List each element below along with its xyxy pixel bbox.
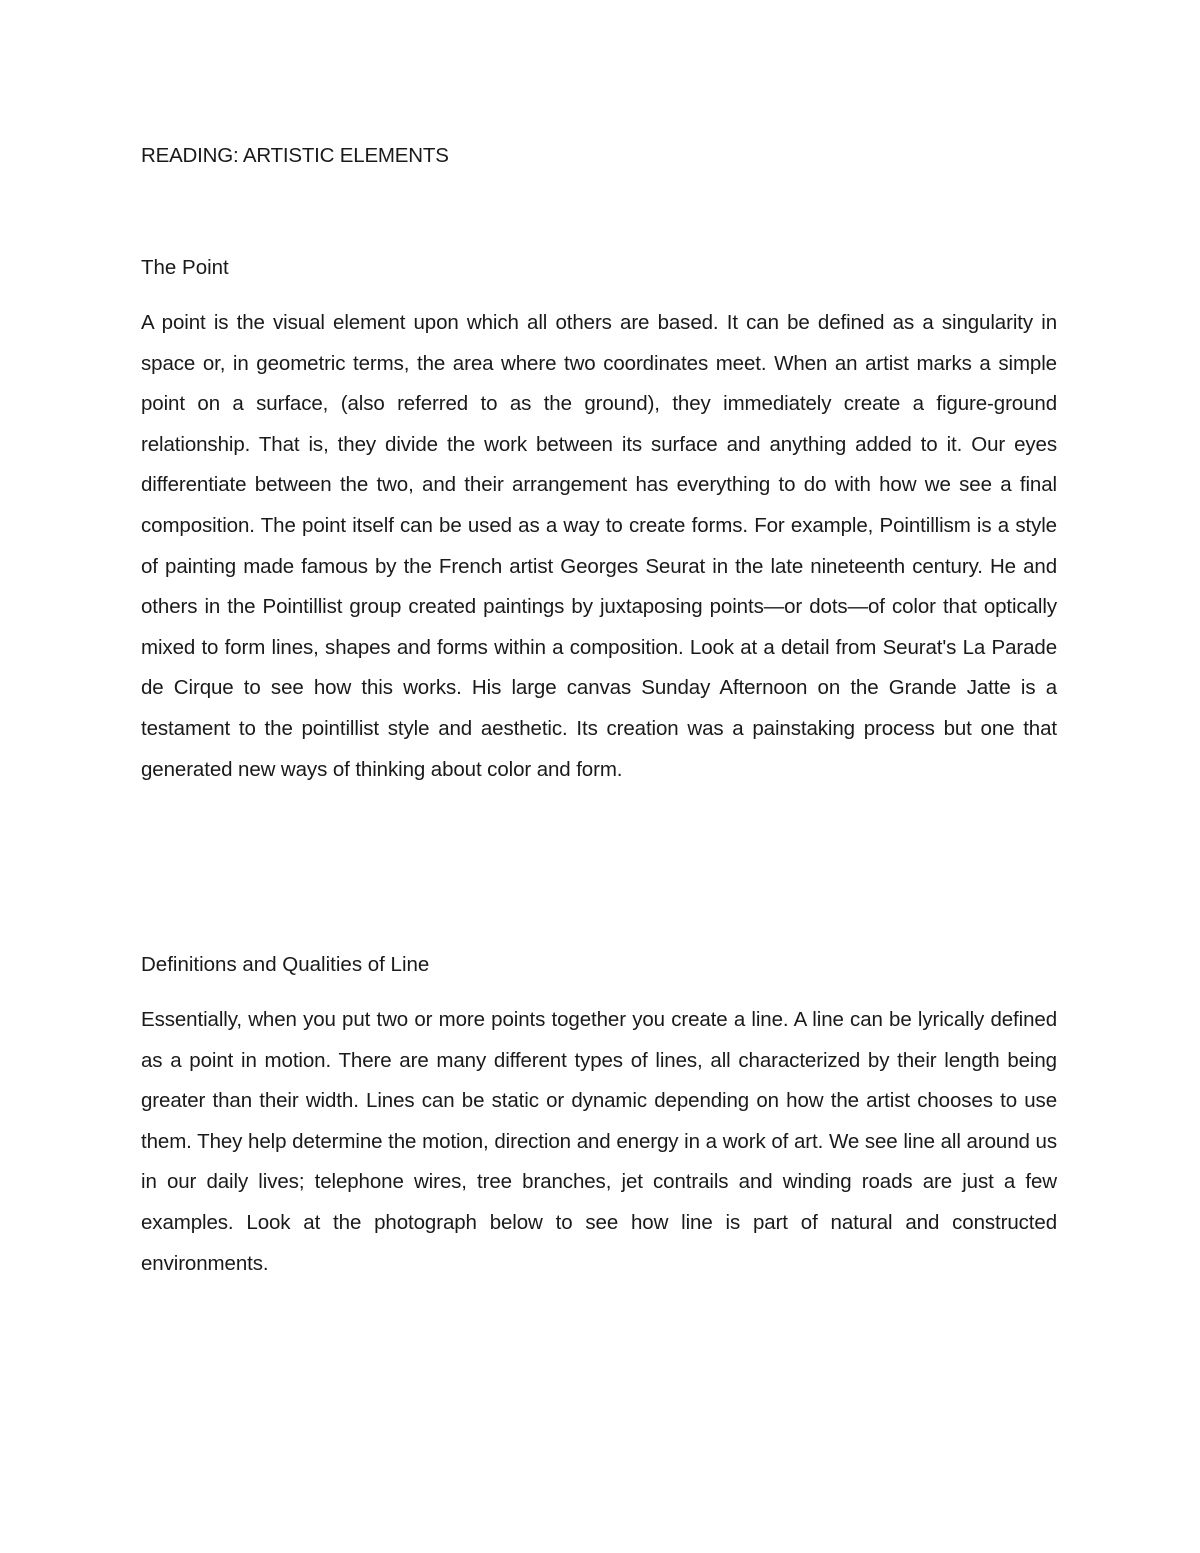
section-heading-line: Definitions and Qualities of Line bbox=[141, 953, 430, 976]
document-title: READING: ARTISTIC ELEMENTS bbox=[141, 144, 449, 167]
section-body-line: Essentially, when you put two or more points together you create a line. A line can be lyrically defined as a point in motion. There are many different types of lines, all characterized by their length being greater than their width. Lines can be static or dynamic depending on how the artist chooses to use them. They help determine the motion, direction and energy in a work of art. We see line all around us in our daily lives; telephone wires, tree branches, jet contrails and winding roads are just a few examples. Look at the photograph below to see how line is part of natural and constructed environments. bbox=[141, 1008, 1057, 1275]
section-heading-the-point: The Point bbox=[141, 256, 229, 279]
section-body-the-point: A point is the visual element upon which all others are based. It can be defined as a singularity in space or, in geometric terms, the area where two coordinates meet. When an artist marks a simple point on a surface, (also referred to as the ground), they immediately create a figure-ground relationship. That is, they divide the work between its surface and anything added to it. Our eyes differentiate between the two, and their arrangement has everything to do with how we see a final composition. The point itself can be used as a way to create forms. For example, Pointillism is a style of painting made famous by the French artist Georges Seurat in the late nineteenth century. He and others in the Pointillist group created paintings by juxtaposing points—or dots—of color that optically mixed to form lines, shapes and forms within a composition. Look at a detail from Seurat's La Parade de Cirque to see how this works. His large canvas Sunday Afternoon on the Grande Jatte is a testament to the pointillist style and aesthetic. Its creation was a painstaking process but one that generated new ways of thinking about color and form. bbox=[141, 311, 1057, 781]
